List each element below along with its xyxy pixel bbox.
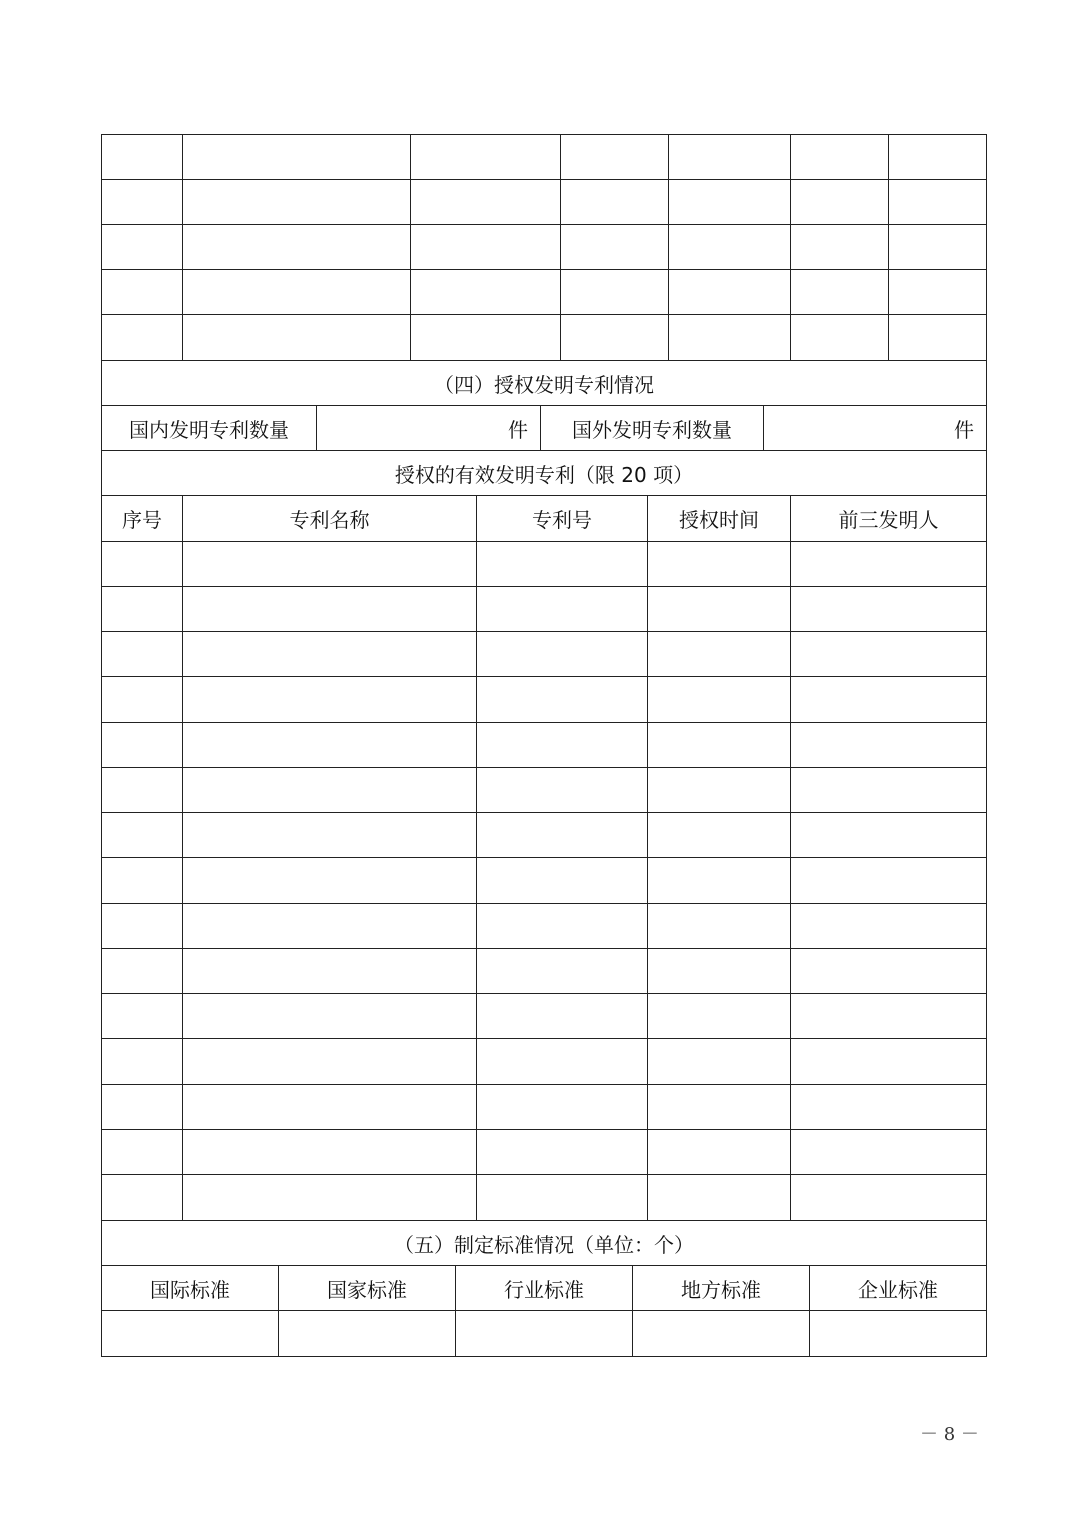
patent-cell[interactable] <box>182 541 477 587</box>
patent-header-2: 专利号 <box>476 495 648 542</box>
table-cell[interactable] <box>668 269 791 315</box>
patent-cell[interactable] <box>790 857 987 904</box>
table-cell[interactable] <box>101 269 183 315</box>
standard-header-4: 企业标准 <box>809 1265 987 1311</box>
foreign-patent-label: 国外发明专利数量 <box>540 405 764 451</box>
patent-cell[interactable] <box>790 541 987 587</box>
patent-cell[interactable] <box>182 586 477 632</box>
patent-cell[interactable] <box>476 586 648 632</box>
patent-list-title: 授权的有效发明专利（限 20 项） <box>101 450 987 496</box>
table-cell[interactable] <box>560 224 669 270</box>
table-cell[interactable] <box>101 224 183 270</box>
patent-cell[interactable] <box>101 857 183 904</box>
standard-count-field[interactable] <box>278 1310 456 1357</box>
patent-cell[interactable] <box>476 631 648 677</box>
table-cell[interactable] <box>560 179 669 225</box>
table-cell[interactable] <box>560 314 669 361</box>
table-cell[interactable] <box>888 224 987 270</box>
patent-cell[interactable] <box>647 676 791 723</box>
patent-cell[interactable] <box>476 541 648 587</box>
patent-cell[interactable] <box>476 767 648 813</box>
table-cell[interactable] <box>790 179 889 225</box>
patent-cell[interactable] <box>101 1084 183 1130</box>
patent-cell[interactable] <box>182 767 477 813</box>
patent-cell[interactable] <box>647 903 791 949</box>
table-cell[interactable] <box>182 224 411 270</box>
patent-cell[interactable] <box>182 812 477 858</box>
standard-count-field[interactable] <box>455 1310 633 1357</box>
section5-title: （五）制定标准情况（单位：个） <box>101 1220 987 1266</box>
patent-cell[interactable] <box>476 903 648 949</box>
table-cell[interactable] <box>410 224 561 270</box>
patent-cell[interactable] <box>101 767 183 813</box>
table-cell[interactable] <box>668 224 791 270</box>
patent-cell[interactable] <box>182 722 477 768</box>
patent-cell[interactable] <box>101 586 183 632</box>
table-cell[interactable] <box>888 269 987 315</box>
patent-cell[interactable] <box>101 1038 183 1085</box>
table-cell[interactable] <box>101 134 183 180</box>
table-cell[interactable] <box>888 314 987 361</box>
patent-cell[interactable] <box>101 722 183 768</box>
patent-header-0: 序号 <box>101 495 183 542</box>
standard-header-3: 地方标准 <box>632 1265 810 1311</box>
patent-cell[interactable] <box>647 857 791 904</box>
patent-cell[interactable] <box>476 812 648 858</box>
patent-cell[interactable] <box>101 1129 183 1175</box>
patent-cell[interactable] <box>647 812 791 858</box>
patent-cell[interactable] <box>476 676 648 723</box>
patent-header-1: 专利名称 <box>182 495 477 542</box>
patent-cell[interactable] <box>790 722 987 768</box>
table-cell[interactable] <box>790 134 889 180</box>
patent-cell[interactable] <box>790 993 987 1039</box>
table-cell[interactable] <box>560 134 669 180</box>
table-cell[interactable] <box>888 134 987 180</box>
table-cell[interactable] <box>668 314 791 361</box>
patent-cell[interactable] <box>647 1084 791 1130</box>
patent-cell[interactable] <box>790 1174 987 1221</box>
table-cell[interactable] <box>790 314 889 361</box>
domestic-patent-label: 国内发明专利数量 <box>101 405 317 451</box>
patent-cell[interactable] <box>182 948 477 994</box>
patent-cell[interactable] <box>647 1174 791 1221</box>
patent-cell[interactable] <box>790 1038 987 1085</box>
patent-cell[interactable] <box>101 903 183 949</box>
patent-cell[interactable] <box>101 993 183 1039</box>
standard-count-field[interactable] <box>101 1310 279 1357</box>
patent-cell[interactable] <box>101 1174 183 1221</box>
patent-cell[interactable] <box>476 1038 648 1085</box>
patent-cell[interactable] <box>790 812 987 858</box>
patent-cell[interactable] <box>790 586 987 632</box>
patent-cell[interactable] <box>101 631 183 677</box>
patent-cell[interactable] <box>182 993 477 1039</box>
patent-cell[interactable] <box>182 631 477 677</box>
table-cell[interactable] <box>560 269 669 315</box>
standard-header-0: 国际标准 <box>101 1265 279 1311</box>
patent-cell[interactable] <box>476 722 648 768</box>
table-cell[interactable] <box>182 314 411 361</box>
domestic-patent-count-field[interactable]: 件 <box>316 405 541 451</box>
standard-header-1: 国家标准 <box>278 1265 456 1311</box>
table-cell[interactable] <box>101 179 183 225</box>
table-cell[interactable] <box>182 179 411 225</box>
patent-cell[interactable] <box>647 993 791 1039</box>
patent-cell[interactable] <box>101 541 183 587</box>
patent-cell[interactable] <box>647 631 791 677</box>
foreign-patent-count-field[interactable]: 件 <box>763 405 987 451</box>
table-cell[interactable] <box>182 269 411 315</box>
patent-cell[interactable] <box>182 1038 477 1085</box>
table-cell[interactable] <box>182 134 411 180</box>
patent-cell[interactable] <box>790 903 987 949</box>
patent-cell[interactable] <box>182 1129 477 1175</box>
patent-cell[interactable] <box>182 1174 477 1221</box>
patent-cell[interactable] <box>476 1084 648 1130</box>
patent-cell[interactable] <box>182 857 477 904</box>
patent-header-4: 前三发明人 <box>790 495 987 542</box>
patent-cell[interactable] <box>647 767 791 813</box>
patent-cell[interactable] <box>182 1084 477 1130</box>
table-cell[interactable] <box>790 269 889 315</box>
patent-cell[interactable] <box>476 1129 648 1175</box>
patent-cell[interactable] <box>647 586 791 632</box>
patent-cell[interactable] <box>647 948 791 994</box>
table-cell[interactable] <box>668 134 791 180</box>
patent-cell[interactable] <box>647 541 791 587</box>
table-cell[interactable] <box>410 179 561 225</box>
patent-cell[interactable] <box>647 722 791 768</box>
patent-cell[interactable] <box>790 948 987 994</box>
patent-cell[interactable] <box>790 631 987 677</box>
patent-cell[interactable] <box>101 812 183 858</box>
standard-count-field[interactable] <box>809 1310 987 1357</box>
standard-header-2: 行业标准 <box>455 1265 633 1311</box>
table-cell[interactable] <box>790 224 889 270</box>
patent-cell[interactable] <box>101 948 183 994</box>
table-cell[interactable] <box>888 179 987 225</box>
patent-cell[interactable] <box>101 676 183 723</box>
patent-cell[interactable] <box>790 767 987 813</box>
patent-header-3: 授权时间 <box>647 495 791 542</box>
patent-cell[interactable] <box>476 857 648 904</box>
patent-cell[interactable] <box>790 676 987 723</box>
patent-cell[interactable] <box>476 1174 648 1221</box>
page-number: － 8 － <box>920 1424 979 1445</box>
patent-cell[interactable] <box>182 676 477 723</box>
table-cell[interactable] <box>410 269 561 315</box>
patent-cell[interactable] <box>647 1038 791 1085</box>
table-cell[interactable] <box>101 314 183 361</box>
table-cell[interactable] <box>668 179 791 225</box>
patent-cell[interactable] <box>476 948 648 994</box>
standard-count-field[interactable] <box>632 1310 810 1357</box>
table-cell[interactable] <box>410 134 561 180</box>
patent-cell[interactable] <box>476 993 648 1039</box>
patent-cell[interactable] <box>182 903 477 949</box>
table-cell[interactable] <box>410 314 561 361</box>
patent-cell[interactable] <box>647 1129 791 1175</box>
section4-title: （四）授权发明专利情况 <box>101 360 987 406</box>
patent-cell[interactable] <box>790 1084 987 1130</box>
patent-cell[interactable] <box>790 1129 987 1175</box>
